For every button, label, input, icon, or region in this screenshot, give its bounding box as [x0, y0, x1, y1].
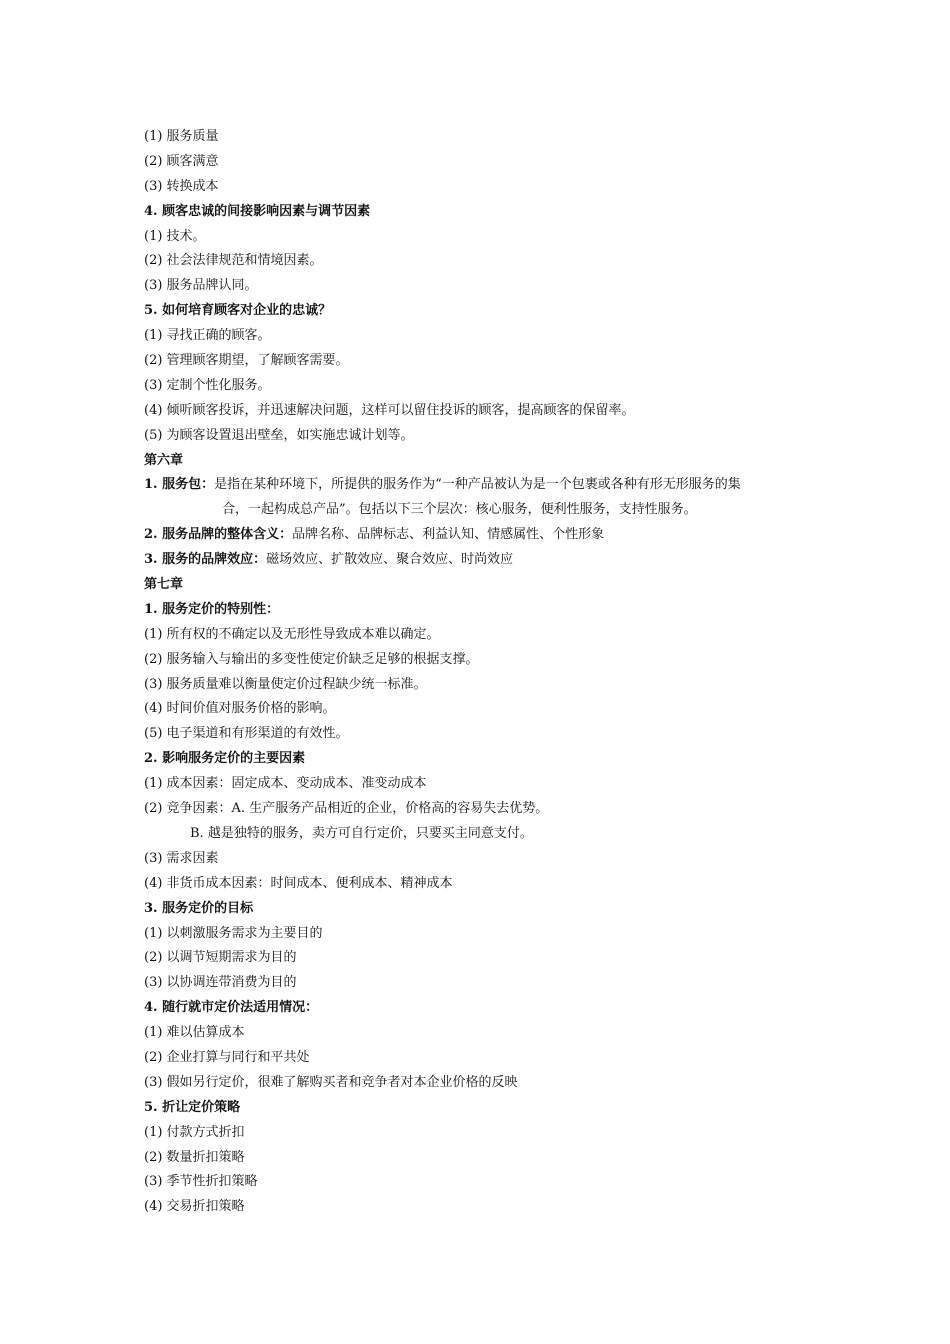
- list-item: (4) 非货币成本因素：时间成本、便利成本、精神成本: [144, 875, 453, 891]
- list-item: (1) 成本因素：固定成本、变动成本、准变动成本: [144, 776, 427, 792]
- list-item: (2) 社会法律规范和情境因素。: [144, 253, 323, 269]
- definition-text: 磁场效应、扩散效应、聚合效应、时尚效应: [266, 552, 514, 568]
- chapter-heading: 第六章: [144, 452, 184, 468]
- list-item: (3) 假如另行定价，很难了解购买者和竞争者对本企业价格的反映: [144, 1074, 518, 1090]
- list-item: (3) 定制个性化服务。: [144, 377, 271, 393]
- definition-continuation: 合，一起构成总产品”。包括以下三个层次：核心服务，便利性服务，支持性服务。: [222, 502, 697, 518]
- list-item: (4) 交易折扣策略: [144, 1199, 245, 1215]
- list-item: (2) 数量折扣策略: [144, 1149, 245, 1165]
- list-item: (3) 以协调连带消费为目的: [144, 975, 297, 991]
- list-item: (5) 电子渠道和有形渠道的有效性。: [144, 726, 349, 742]
- list-item: (4) 倾听顾客投诉，并迅速解决问题，这样可以留住投诉的顾客，提高顾客的保留率。: [144, 402, 635, 418]
- list-item: (3) 需求因素: [144, 850, 219, 866]
- definition-item: [144, 548, 824, 573]
- list-item: (2) 企业打算与同行和平共处: [144, 1049, 310, 1065]
- list-item: (1) 寻找正确的顾客。: [144, 328, 271, 344]
- list-item: (1) 所有权的不确定以及无形性导致成本难以确定。: [144, 626, 440, 642]
- definition-item: [144, 523, 824, 548]
- section-heading: 2. 影响服务定价的主要因素: [144, 751, 306, 767]
- list-item: (1) 付款方式折扣: [144, 1124, 245, 1140]
- section-heading: 3. 服务定价的目标: [144, 900, 254, 916]
- definition-label: 3. 服务的品牌效应：: [144, 552, 267, 568]
- list-item: (2) 管理顾客期望，了解顾客需要。: [144, 353, 349, 369]
- section-heading: 4. 顾客忠诚的间接影响因素与调节因素: [144, 203, 371, 219]
- definition-text: 品牌名称、品牌标志、利益认知、情感属性、个性形象: [292, 527, 605, 543]
- list-subitem: B. 越是独特的服务，卖方可自行定价，只要买主同意支付。: [190, 825, 533, 841]
- list-item: (5) 为顾客设置退出壁垒，如实施忠诚计划等。: [144, 427, 414, 443]
- section-heading: 5. 折让定价策略: [144, 1099, 241, 1115]
- list-item: (3) 转换成本: [144, 178, 219, 194]
- list-item: (4) 时间价值对服务价格的影响。: [144, 701, 336, 717]
- definition-label: 1. 服务包：: [144, 477, 215, 493]
- list-item: (2) 服务输入与输出的多变性使定价缺乏足够的根据支撑。: [144, 651, 479, 667]
- definition-label: 2. 服务品牌的整体含义：: [144, 527, 293, 543]
- list-item: (2) 以调节短期需求为目的: [144, 950, 297, 966]
- definition-text: 是指在某种环境下，所提供的服务作为“一种产品被认为是一个包裹或各种有形无形服务的集: [214, 477, 741, 493]
- list-item: (2) 顾客满意: [144, 153, 219, 169]
- section-heading: 5. 如何培育顾客对企业的忠诚？: [144, 303, 332, 319]
- list-item: (1) 技术。: [144, 228, 206, 244]
- list-item: (1) 以刺激服务需求为主要目的: [144, 925, 323, 941]
- list-item: (1) 服务质量: [144, 129, 219, 144]
- list-item: (1) 难以估算成本: [144, 1025, 245, 1041]
- document-page: [144, 125, 824, 1220]
- list-item: (3) 季节性折扣策略: [144, 1174, 258, 1190]
- list-item: (3) 服务品牌认同。: [144, 278, 258, 294]
- list-item: (3) 服务质量难以衡量使定价过程缺少统一标准。: [144, 676, 427, 692]
- section-heading: 1. 服务定价的特别性：: [144, 601, 280, 617]
- definition-item: [144, 473, 824, 498]
- chapter-heading: 第七章: [144, 577, 184, 593]
- list-item: (2) 竞争因素：A. 生产服务产品相近的企业，价格高的容易失去优势。: [144, 801, 549, 817]
- section-heading: 4. 随行就市定价法适用情况：: [144, 1000, 319, 1016]
